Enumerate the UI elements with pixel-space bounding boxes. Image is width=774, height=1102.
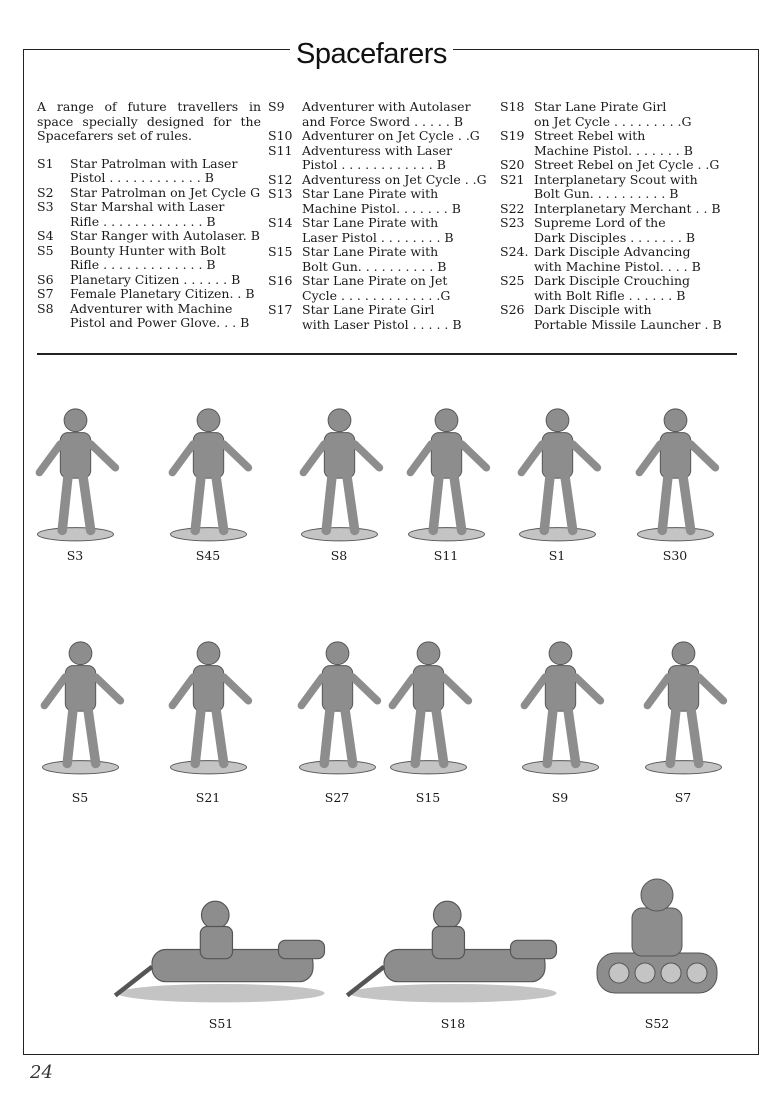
- entry-description: Street Rebel with Machine Pistol. . . . . . . B: [534, 128, 693, 158]
- catalogue-entry: [500, 100, 726, 129]
- catalogue-entry: [268, 216, 494, 245]
- entry-code: S14: [268, 215, 293, 230]
- entry-code: S2: [37, 184, 54, 200]
- entry-description: Dark Disciple Advancing with Machine Pistol. . . . B: [534, 244, 701, 274]
- entry-description: Adventurer on Jet Cycle . .G: [302, 128, 480, 143]
- catalogue-entry: [37, 273, 261, 288]
- entry-description: Interplanetary Merchant . . B: [534, 200, 721, 216]
- miniature-photo: [513, 628, 608, 783]
- entry-description: Star Lane Pirate with Bolt Gun. . . . . . . . . . B: [302, 244, 447, 274]
- entry-description: Star Lane Pirate on Jet Cycle . . . . . . . . . . . . .G: [302, 273, 451, 303]
- entry-description: Star Marshal with Laser Rifle . . . . . . . . . . . . . B: [70, 199, 225, 229]
- miniature-caption: S11: [433, 548, 459, 563]
- miniature-caption: S27: [324, 790, 350, 805]
- entry-description: Adventuress with Laser Pistol . . . . . . . . . . . . B: [302, 142, 453, 172]
- miniature-photo: [338, 868, 568, 1008]
- catalogue-entry: [500, 129, 726, 158]
- entry-description: Star Lane Pirate with Machine Pistol. . . . . . . B: [302, 186, 461, 216]
- miniature-caption: S18: [440, 1016, 466, 1031]
- page-title: Spacefarers: [290, 36, 453, 72]
- miniature-photo: [628, 400, 723, 545]
- entry-description: Supreme Lord of the Dark Disciples . . . . . . . B: [534, 215, 696, 245]
- catalogue-entry: [37, 157, 261, 186]
- entry-code: S3: [37, 199, 54, 214]
- miniature-caption: S51: [208, 1016, 234, 1031]
- catalogue-entry: [37, 287, 261, 302]
- entry-description: Star Lane Pirate Girl on Jet Cycle . . . . . . . . .G: [534, 99, 692, 129]
- catalogue-entry: [37, 302, 261, 331]
- miniature-photo: [28, 400, 123, 545]
- entry-code: S23: [500, 215, 525, 230]
- intro-text: A range of future travellers in space specially designed for the Spacefarers set of rules.: [37, 99, 261, 143]
- entry-code: S13: [268, 186, 293, 201]
- entry-description: Star Lane Pirate Girl with Laser Pistol . . . . . B: [302, 302, 462, 332]
- miniature-caption: S15: [415, 790, 441, 805]
- entry-description: Female Planetary Citizen. . B: [70, 286, 255, 301]
- catalogue-entry: [500, 158, 726, 173]
- page-number: 24: [30, 1062, 53, 1083]
- entry-description: Adventuress on Jet Cycle . .G: [302, 171, 487, 187]
- entry-code: S18: [500, 99, 525, 114]
- miniature-caption: S52: [644, 1016, 670, 1031]
- catalogue-entry: [500, 216, 726, 245]
- entry-description: Star Patrolman with Laser Pistol . . . . . . . . . . . . B: [70, 155, 238, 185]
- entry-code: S9: [268, 99, 285, 114]
- entry-code: S5: [37, 242, 54, 258]
- entry-description: Interplanetary Scout with Bolt Gun. . . . . . . . . . B: [534, 171, 698, 201]
- entry-code: S22: [500, 200, 525, 216]
- miniature-photo: [292, 400, 387, 545]
- miniature-photo: [33, 628, 128, 783]
- catalogue-entry: [37, 244, 261, 273]
- entry-code: S6: [37, 271, 54, 287]
- catalogue-entry: [37, 200, 261, 229]
- catalogue-entry: [268, 274, 494, 303]
- miniature-photo: [587, 868, 727, 1008]
- miniature-caption: S7: [674, 790, 692, 805]
- entry-description: Star Patrolman on Jet Cycle G: [70, 184, 261, 200]
- entry-code: S1: [37, 155, 54, 171]
- catalogue-column-1: [37, 100, 261, 331]
- catalogue-column-3: [500, 100, 726, 332]
- catalogue-entry: [37, 186, 261, 201]
- catalogue-entry: [268, 173, 494, 188]
- entry-code: S20: [500, 157, 525, 172]
- miniature-photo: [510, 400, 605, 545]
- catalogue-entry: [500, 173, 726, 202]
- entry-description: Dark Disciple with Portable Missile Launcher . B: [534, 302, 722, 332]
- miniature-photo: [106, 868, 336, 1008]
- catalogue-entry: [37, 229, 261, 244]
- entry-description: Star Lane Pirate with Laser Pistol . . . . . . . . B: [302, 215, 454, 245]
- entry-description: Bounty Hunter with Bolt Rifle . . . . . . . . . . . . . B: [70, 242, 226, 272]
- miniature-photo: [381, 628, 476, 783]
- entry-code: S26: [500, 302, 525, 317]
- miniature-photo: [636, 628, 731, 783]
- catalogue-entry: [268, 129, 494, 144]
- entry-code: S8: [37, 300, 54, 316]
- entry-description: Adventurer with Autolaser and Force Sword . . . . . B: [302, 99, 471, 129]
- miniature-caption: S5: [71, 790, 89, 805]
- catalogue-entry: [268, 303, 494, 332]
- catalogue-entry: [268, 187, 494, 216]
- entry-code: S10: [268, 128, 293, 143]
- entry-code: S17: [268, 302, 293, 317]
- entry-description: Adventurer with Machine Pistol and Power Glove. . . B: [70, 300, 250, 330]
- miniature-caption: S30: [662, 548, 688, 563]
- entry-description: Dark Disciple Crouching with Bolt Rifle . . . . . . B: [534, 273, 691, 303]
- miniature-photo: [161, 628, 256, 783]
- miniature-photo: [161, 400, 256, 545]
- entry-code: S24.: [500, 244, 529, 259]
- entry-code: S21: [500, 171, 525, 187]
- catalogue-column-2: [268, 100, 494, 332]
- miniature-caption: S45: [195, 548, 221, 563]
- miniature-caption: S8: [330, 548, 348, 563]
- entry-description: Planetary Citizen . . . . . . B: [70, 271, 241, 287]
- catalogue-entry: [500, 202, 726, 217]
- miniature-photo: [399, 400, 494, 545]
- miniature-photo: [290, 628, 385, 783]
- miniature-caption: S21: [195, 790, 221, 805]
- entry-code: S12: [268, 171, 293, 187]
- entry-description: Star Ranger with Autolaser. B: [70, 228, 260, 243]
- entry-description: Street Rebel on Jet Cycle . .G: [534, 157, 720, 172]
- miniature-caption: S9: [551, 790, 569, 805]
- catalogue-entry: [268, 245, 494, 274]
- entry-code: S11: [268, 142, 293, 158]
- catalogue-entry: [268, 100, 494, 129]
- entry-code: S16: [268, 273, 293, 288]
- catalogue-entry: [268, 144, 494, 173]
- catalogue-entry: [500, 245, 726, 274]
- catalogue-entry: [500, 303, 726, 332]
- entry-code: S19: [500, 128, 525, 143]
- entry-code: S25: [500, 273, 525, 288]
- miniature-caption: S1: [548, 548, 566, 563]
- catalogue-entry: [500, 274, 726, 303]
- entry-code: S7: [37, 286, 54, 301]
- entry-code: S4: [37, 228, 54, 243]
- section-divider: [37, 353, 737, 355]
- miniature-caption: S3: [66, 548, 84, 563]
- entry-code: S15: [268, 244, 293, 259]
